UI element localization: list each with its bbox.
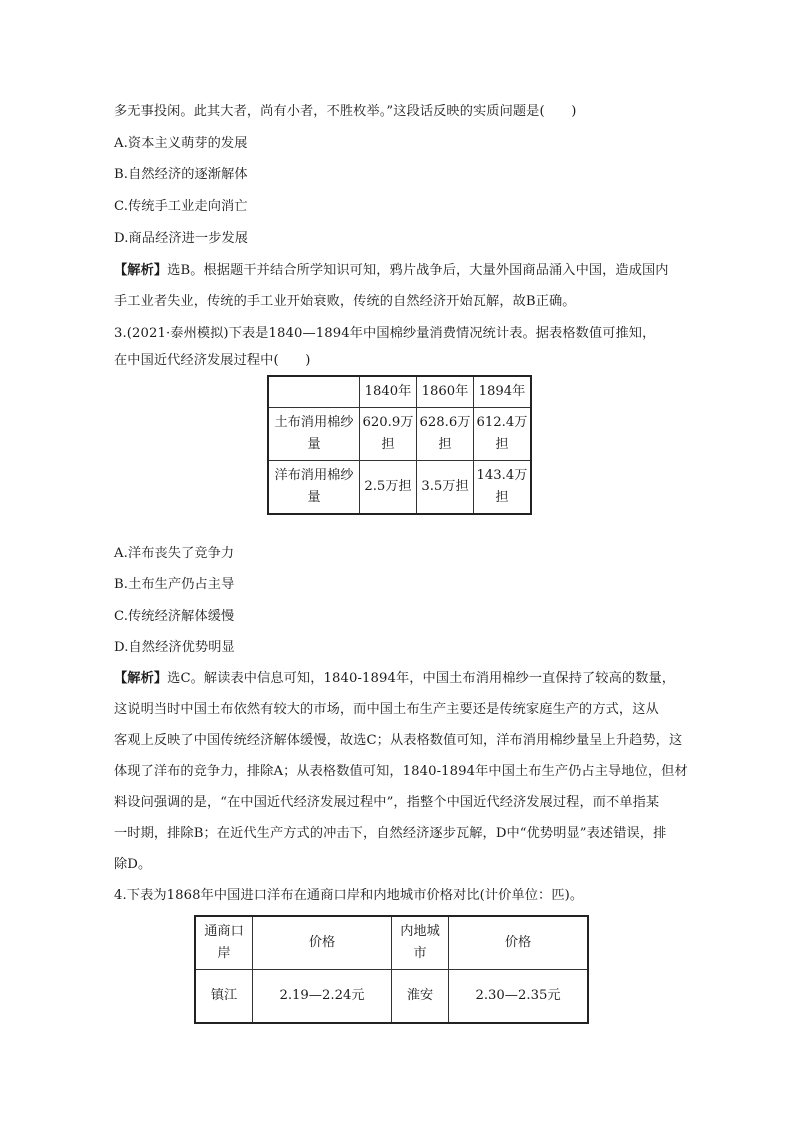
table-header-cell: 1894年 [474,376,532,408]
q3-analysis-line [114,669,675,689]
q3-analysis-line: 除D。 [114,857,152,872]
table-cell: 620.9万担 [360,408,417,461]
table-row [195,970,588,1024]
q2-analysis-text: 选B。根据题干并结合所学知识可知，鸦片战争后，大量外国商品涌入中国，造成国内 [167,263,669,278]
q2-analysis-line [114,261,669,281]
table-cell: 2.19—2.24元 [253,970,392,1024]
table-row-label: 土布消用棉纱量 [268,408,360,461]
table-cell: 3.5万担 [417,461,474,515]
q2-option-d: D.商品经济进一步发展 [114,231,249,246]
table-cell: 143.4万担 [474,461,532,515]
cotton-yarn-table [267,375,532,515]
table-header-cell: 内地城市 [392,916,449,970]
table-header-cell: 通商口岸 [195,916,253,970]
q3-analysis-line: 体现了洋布的竞争力，排除A；从表格数值可知，1840-1894年中国土布生产仍占主导地位，但材 [114,764,688,779]
cloth-price-table [194,915,589,1024]
table-header-cell: 价格 [253,916,392,970]
q3-stem-line: 3.(2021·泰州模拟)下表是1840—1894年中国棉纱量消费情况统计表。据表格数值可推知， [114,326,656,341]
table-header-cell: 1840年 [360,376,417,408]
table-cell: 628.6万担 [417,408,474,461]
q3-stem-line: 在中国近代经济发展过程中( ) [114,353,311,368]
q3-analysis-line: 这说明当时中国土布依然有较大的市场，而中国土布生产主要还是传统家庭生产的方式，这从 [114,702,659,717]
q2-stem-tail: 多无事投闲。此其大者，尚有小者，不胜枚举。”这段话反映的实质问题是( ) [114,104,577,119]
q3-analysis-line: 料设问强调的是，“在中国近代经济发展过程中”，指整个中国近代经济发展过程，而不单指某 [114,795,660,810]
q3-option-a: A.洋布丧失了竞争力 [114,546,235,561]
table-cell: 612.4万担 [474,408,532,461]
table-cell: 2.5万担 [360,461,417,515]
q3-option-b: B.土布生产仍占主导 [114,577,235,592]
table-row [268,461,531,515]
table-header-row [195,916,588,970]
q2-option-a: A.资本主义萌芽的发展 [114,136,248,151]
table-header-cell: 1860年 [417,376,474,408]
q2-option-c: C.传统手工业走向消亡 [114,199,248,214]
table-row-label: 洋布消用棉纱量 [268,461,360,515]
table-cell [268,376,360,408]
table-cell: 镇江 [195,970,253,1024]
q3-option-d: D.自然经济优势明显 [114,640,235,655]
table-row [268,408,531,461]
q2-analysis-label: 【解析】 [114,263,168,278]
q3-analysis-label: 【解析】 [114,671,168,686]
table-header-cell: 价格 [449,916,589,970]
q3-analysis-line: 一时期，排除B；在近代生产方式的冲击下，自然经济逐步瓦解，D中“优势明显”表述错误，排 [114,826,667,841]
q4-stem: 4.下表为1868年中国进口洋布在通商口岸和内地城市价格对比(计价单位：匹)。 [114,888,584,903]
q3-option-c: C.传统经济解体缓慢 [114,609,235,624]
q2-option-b: B.自然经济的逐渐解体 [114,167,248,182]
table-header-row [268,376,531,408]
q3-analysis-text: 选C。解读表中信息可知，1840-1894年，中国土布消用棉纱一直保持了较高的数量， [167,671,676,686]
table-cell: 2.30—2.35元 [449,970,589,1024]
q2-analysis-line: 手工业者失业，传统的手工业开始衰败，传统的自然经济开始瓦解，故B正确。 [114,294,576,309]
table-cell: 淮安 [392,970,449,1024]
q3-analysis-line: 客观上反映了中国传统经济解体缓慢，故选C；从表格数值可知，洋布消用棉纱量呈上升趋势，这 [114,733,683,748]
